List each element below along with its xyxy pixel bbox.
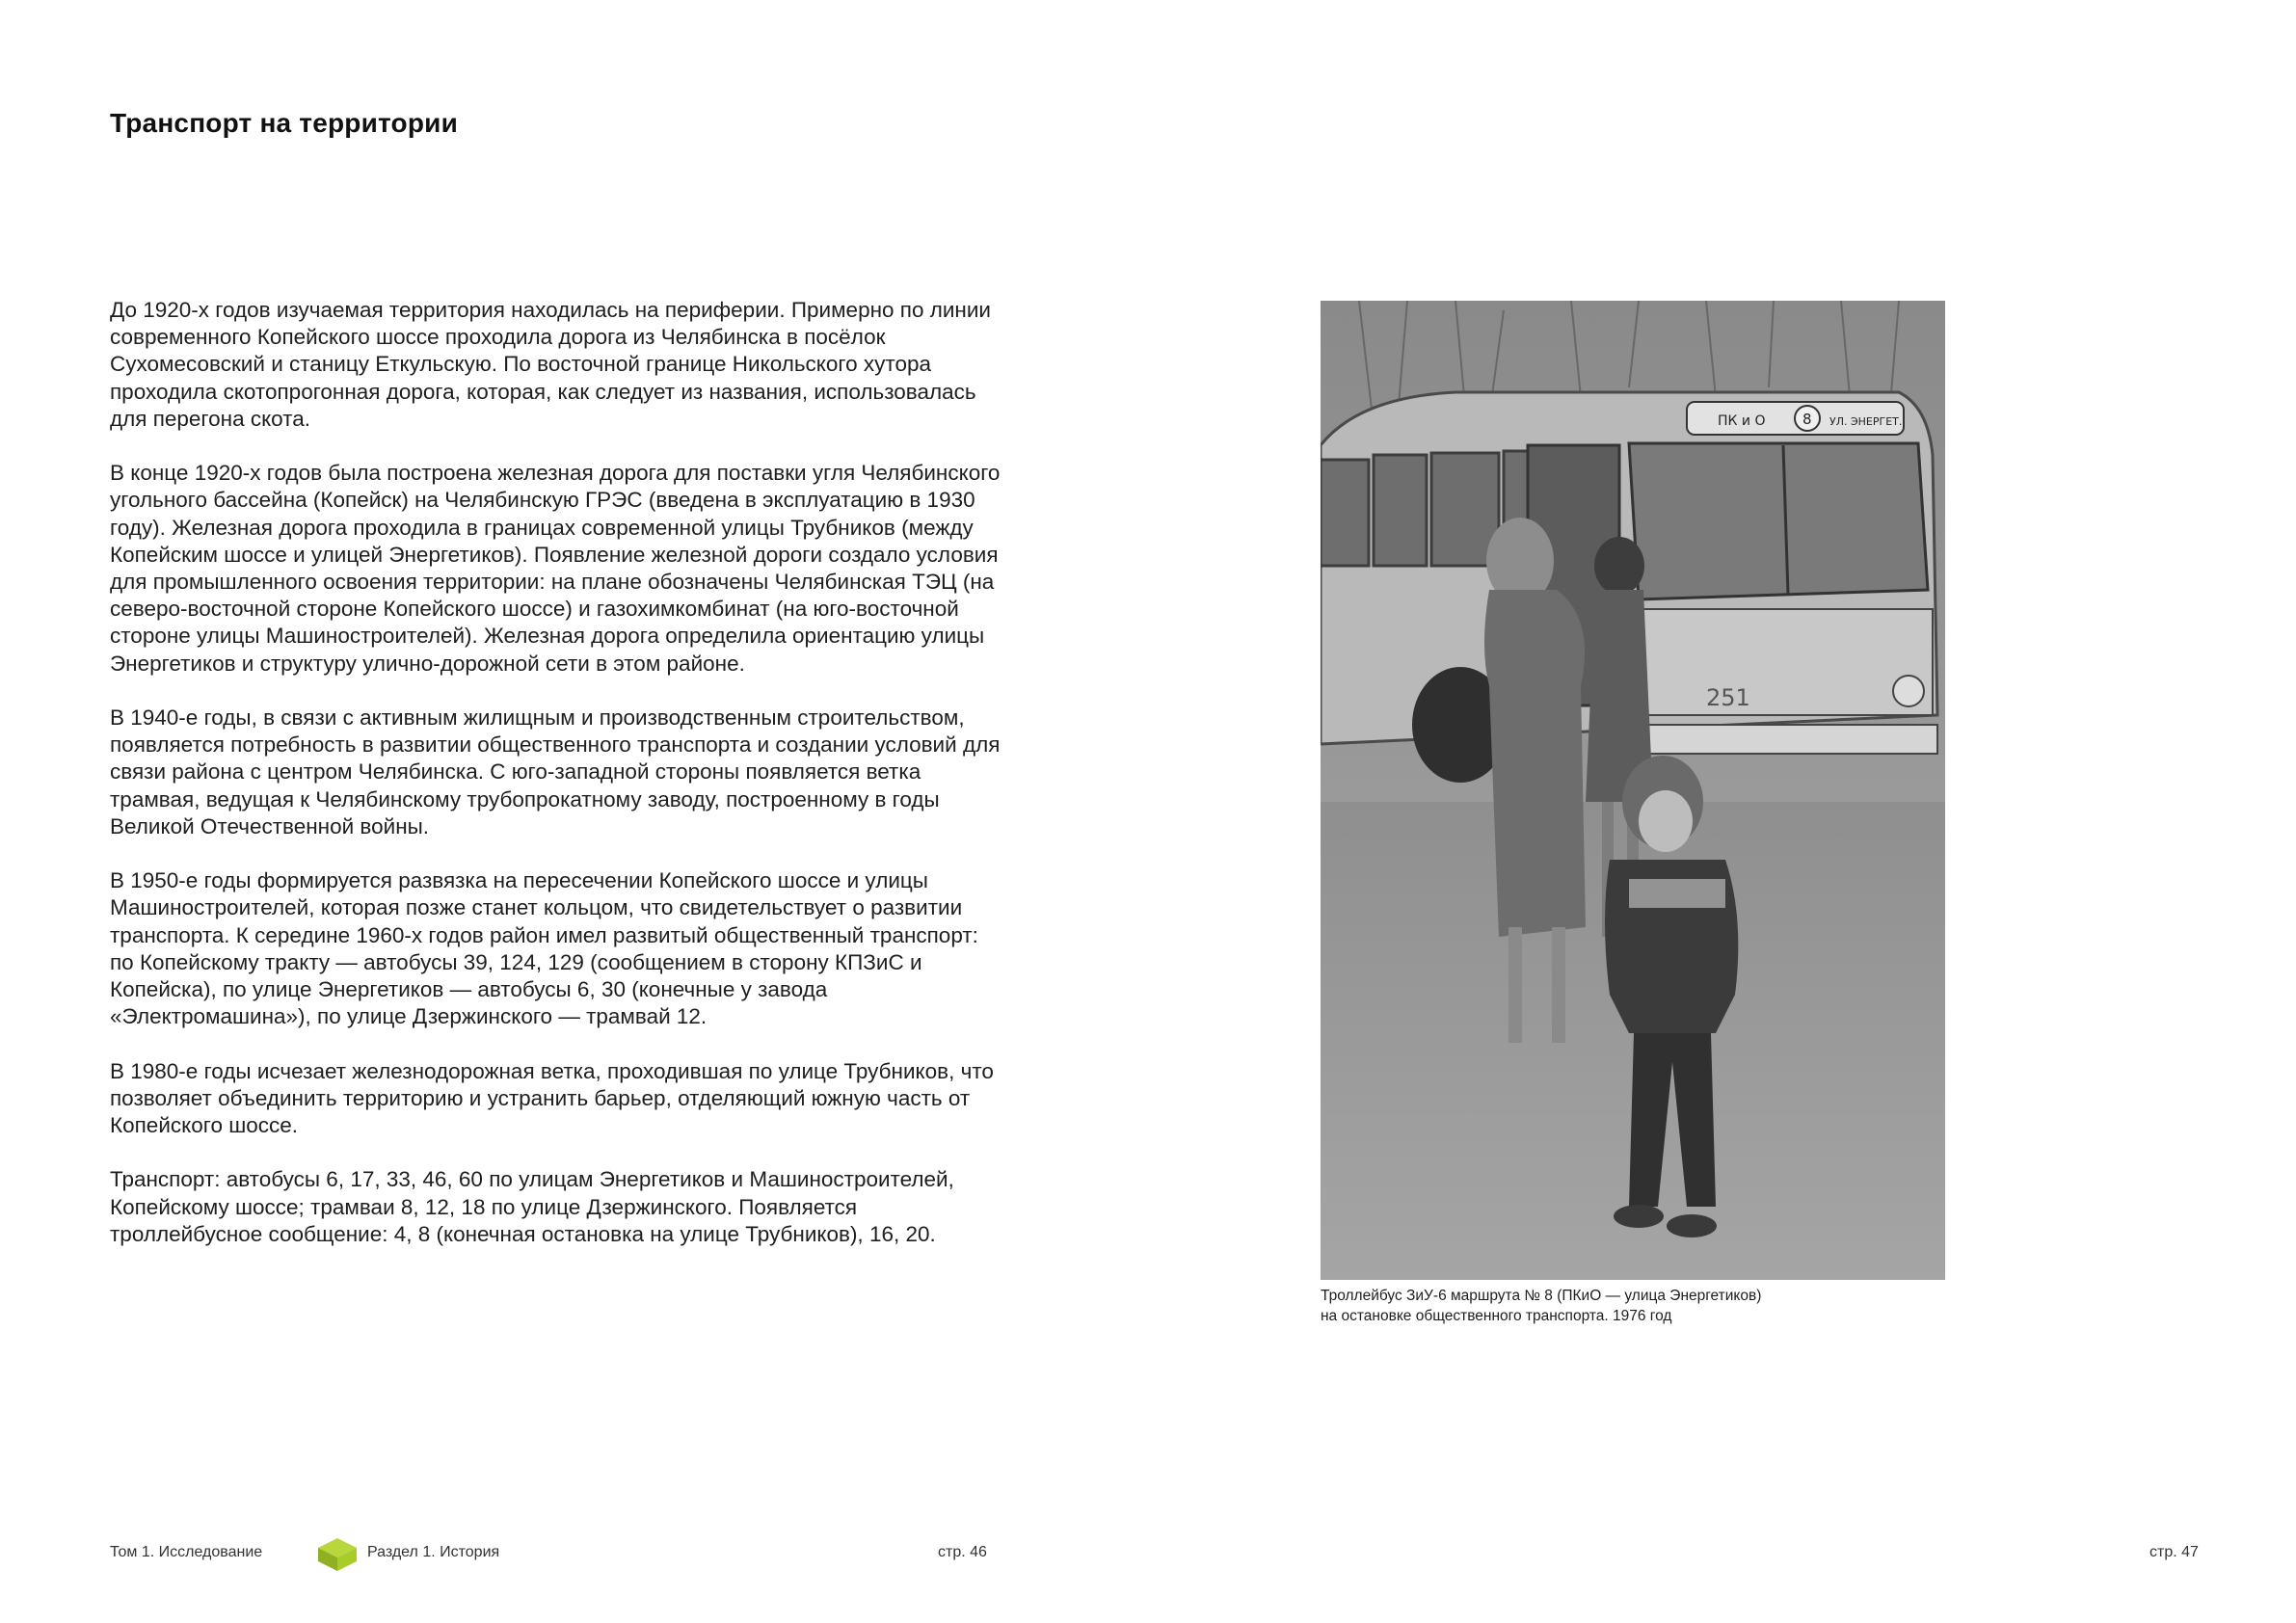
paragraph: В 1980-е годы исчезает железнодорожная ветка, проходившая по улице Трубников, что позволяет объединить территорию и устранить барьер, отделяющий южную часть от Копейского шоссе.	[110, 1058, 994, 1138]
bus-sign-right: УЛ. ЭНЕРГЕТ.	[1829, 415, 1903, 428]
historical-photo	[1321, 301, 1945, 1280]
paragraph: Транспорт: автобусы 6, 17, 33, 46, 60 по улицам Энергетиков и Машиностроителей, Копейскому шоссе; трамваи 8, 12, 18 по улице Дзержинского. Появляется троллейбусное сообщение: 4, 8 (конечная остановка на улице Трубников), 16, 20.	[110, 1167, 954, 1246]
caption-line: на остановке общественного транспорта. 1976 год	[1321, 1308, 1672, 1324]
paragraph: В 1940-е годы, в связи с активным жилищным и производственным строительством, появляется потребность в развитии общественного транспорта и создании условий для связи района с центром Челябинска. С юго-западной стороны появляется ветка трамвая, ведущая к Челябинскому трубопрокатному заводу, построенному в годы Великой Отечественной войны.	[110, 705, 1001, 838]
page-title: Транспорт на территории	[110, 108, 458, 138]
bus-number: 251	[1706, 684, 1750, 711]
section-logo-icon	[316, 1536, 359, 1573]
footer-volume: Том 1. Исследование	[110, 1544, 263, 1560]
bus-sign-left: ПК и О	[1718, 413, 1766, 429]
paragraph: В конце 1920-х годов была построена железная дорога для поставки угля Челябинского угольного бассейна (Копейск) на Челябинскую ГРЭС (введена в эксплуатацию в 1930 году). Железная дорога проходила в границах современной улицы Трубников (между Копейским шоссе и улицей Энергетиков). Появление железной дороги создало условия для промышленного освоения территории: на плане обозначены Челябинская ТЭЦ (на северо-восточной стороне Копейского шоссе) и газохимкомбинат (на юго-восточной стороне улицы Машиностроителей). Железная дорога определила ориентацию улицы Энергетиков и структуру улично-дорожной сети в этом районе.	[110, 461, 1001, 676]
page-number-right: стр. 47	[2149, 1544, 2199, 1560]
article-body	[110, 297, 1006, 1275]
caption-line: Троллейбус ЗиУ-6 маршрута № 8 (ПКиО — улица Энергетиков)	[1321, 1288, 1762, 1304]
photo-caption	[1321, 1286, 1937, 1326]
footer-section: Раздел 1. История	[367, 1544, 500, 1560]
paragraph: До 1920-х годов изучаемая территория находилась на периферии. Примерно по линии современного Копейского шоссе проходила дорога из Челябинска в посёлок Сухомесовский и станицу Еткульскую. По восточной границе Никольского хутора проходила скотопрогонная дорога, которая, как следует из названия, использовалась для перегона скота.	[110, 298, 991, 431]
page-number-left: стр. 46	[938, 1544, 987, 1560]
bus-sign-number: 8	[1802, 411, 1812, 428]
paragraph: В 1950-е годы формируется развязка на пересечении Копейского шоссе и улицы Машиностроителей, которая позже станет кольцом, что свидетельствует о развитии транспорта. К середине 1960-х годов район имел развитый общественный транспорт: по Копейскому тракту — автобусы 39, 124, 129 (сообщением в сторону КПЗиС и Копейска), по улице Энергетиков — автобусы 6, 30 (конечные у завода «Электромашина»), по улице Дзержинского — трамвай 12.	[110, 868, 978, 1029]
